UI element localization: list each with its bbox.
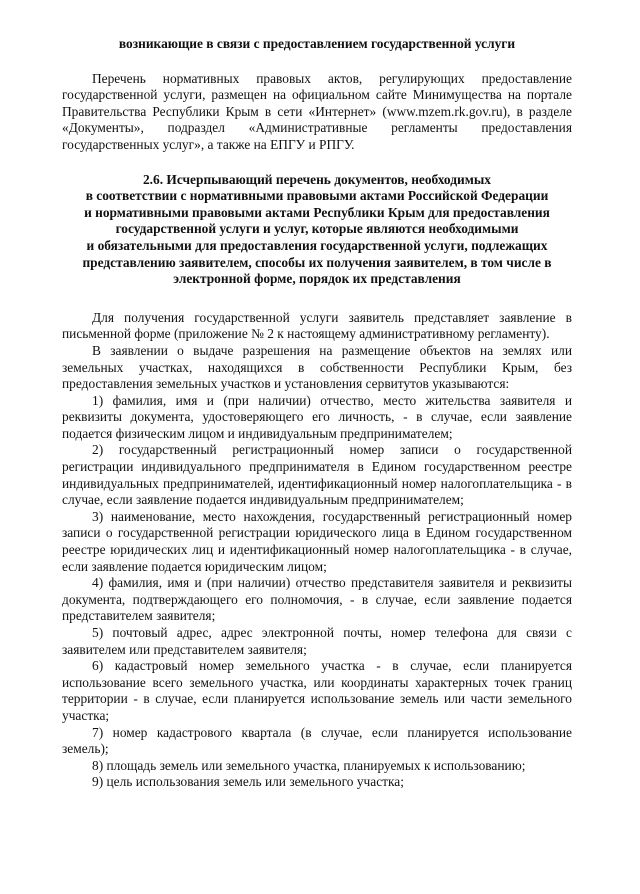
top-heading: возникающие в связи с предоставлением государственной услуги [118, 36, 516, 51]
spacer [62, 288, 572, 310]
spacer [62, 154, 572, 172]
list-item: 1) фамилия, имя и (при наличии) отчество, место жительства заявителя и реквизиты документа, удостоверяющего его личность, - в случае, если заявление подается физическим лицом и индивидуальным предпринимателем; [62, 392, 572, 441]
list-item: 5) почтовый адрес, адрес электронной почты, номер телефона для связи с заявителем или представителем заявителя; [62, 625, 572, 657]
list-item: 9) цель использования земель или земельного участка; [92, 774, 404, 790]
list-item: 4) фамилия, имя и (при наличии) отчество представителя заявителя и реквизиты документа, подтверждающего его полномочия, - в случае, если заявление подается представителем заявителя; [62, 575, 572, 624]
section-title [62, 172, 572, 288]
section-title-line: и нормативными правовыми актами Республики Крым для предоставления [84, 204, 550, 220]
intro-paragraph: Перечень нормативных правовых актов, регулирующих предоставление государственной услуги, размещен на официальном сайте Минимущества на портале Правительства Республики Крым в сети «Интернет» (www.mzem.rk.gov.ru), в разделе «Документы», подраздел «Административные регламенты предоставления государственных услуг», а также на ЕПГУ и РПГУ. [62, 70, 572, 152]
list-item: 8) площадь земель или земельного участка, планируемых к использованию; [92, 757, 526, 773]
section-title-line: государственной услуги и услуг, которые являются необходимыми [115, 221, 519, 237]
list-item: 6) кадастровый номер земельного участка - в случае, если планируется использование всего земельного участка, или координаты характерных точек границ территории - в случае, если планируется использование земель или части земельного участка; [62, 658, 572, 723]
list-item: 2) государственный регистрационный номер записи о государственной регистрации индивидуального предпринимателя в Едином государственном реестре индивидуальных предпринимателей, идентификационный номер налогоплательщика - в случае, если заявление подается индивидуальным предпринимателем; [62, 442, 572, 508]
list-item: 7) номер кадастрового квартала (в случае, если планируется использование земель); [62, 724, 572, 757]
body-paragraph: В заявлении о выдаче разрешения на размещение объектов на землях или земельных участках, находящихся в собственности Республики Крым, без предоставления земельных участков и установления сервитутов указываются: [62, 342, 572, 392]
section-title-line: электронной форме, порядок их представления [173, 271, 461, 287]
section-title-line: и обязательными для предоставления государственной услуги, подлежащих [86, 237, 548, 253]
section-title-line: представлению заявителем, способы их получения заявителем, в том числе в [82, 254, 552, 270]
list-item: 3) наименование, место нахождения, государственный регистрационный номер записи о государственной регистрации юридического лица в Едином государственном реестре юридических лиц и идентификационный номер налогоплательщика - в случае, если заявление подается юридическим лицом; [62, 508, 572, 574]
section-title-line: 2.6. Исчерпывающий перечень документов, необходимых [142, 171, 491, 187]
body-paragraph: Для получения государственной услуги заявитель представляет заявление в письменной форме (приложение № 2 к настоящему административному регламенту). [62, 309, 572, 342]
section-title-line: в соответствии с нормативными правовыми актами Российской Федерации [85, 188, 549, 204]
spacer [62, 53, 572, 71]
